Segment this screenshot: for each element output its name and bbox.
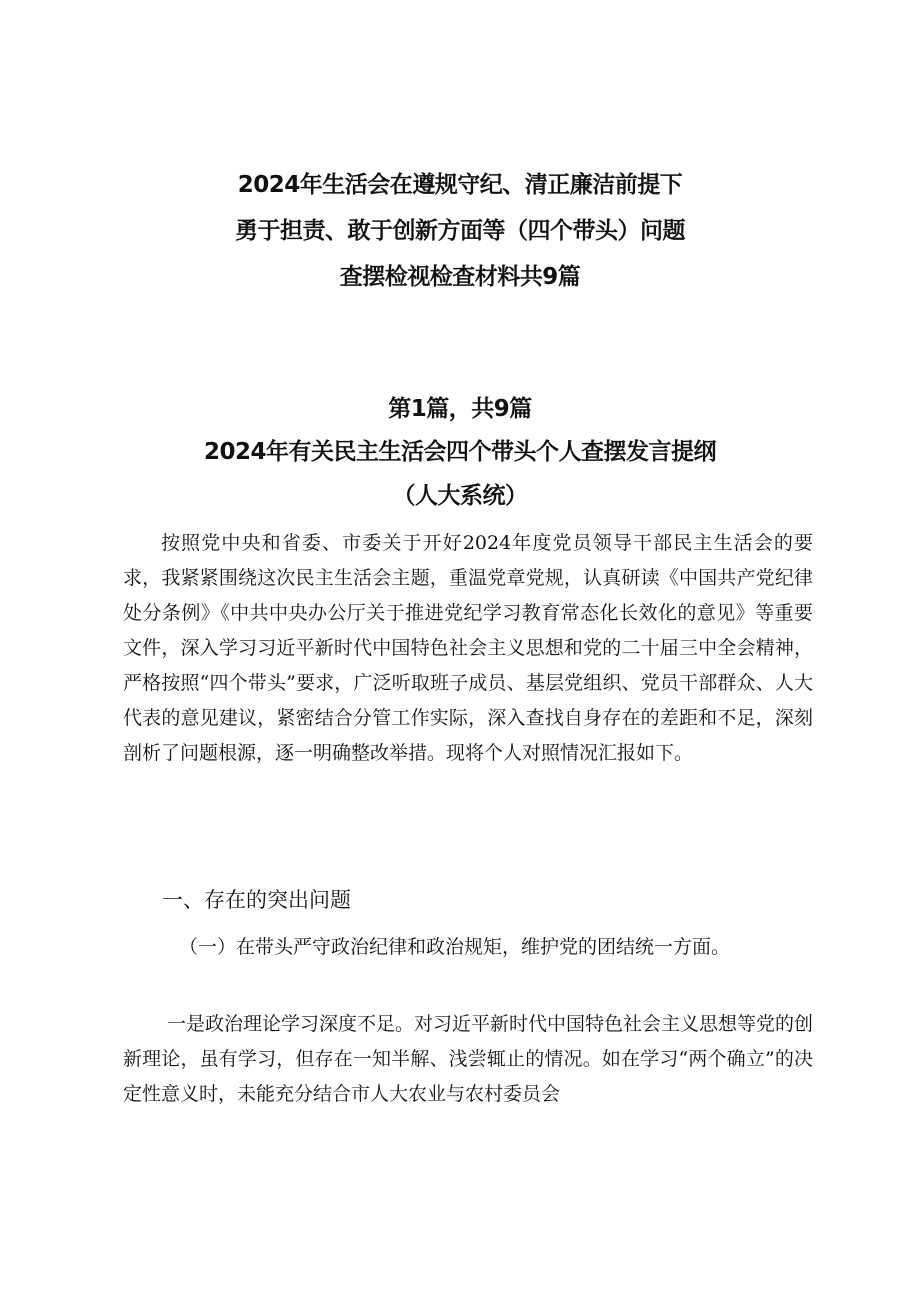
document-title-line-1: 2024年生活会在遵规守纪、清正廉洁前提下 xyxy=(237,172,683,198)
subheading-political-discipline: （一）在带头严守政治纪律和政治规矩，维护党的团结统一方面。 xyxy=(179,936,731,958)
point-one-paragraph: 一是政治理论学习深度不足。对习近平新时代中国特色社会主义思想等党的创新理论，虽有学习，但存在一知半解、浅尝辄止的情况。如在学习“两个确立”的决定性意义时，未能充分结合市人大农业与农村委员会 xyxy=(123,1013,814,1105)
document-title-line-2: 勇于担责、敢于创新方面等（四个带头）问题 xyxy=(235,218,685,244)
section-system-label: （人大系统） xyxy=(392,483,528,509)
intro-paragraph: 按照党中央和省委、市委关于开好2024年度党员领导干部民主生活会的要求，我紧紧围绕这次民主生活会主题，重温党章党规，认真研读《中国共产党纪律处分条例》《中共中央办公厅关于推进党纪学习教育常态化长效化的意见》等重要文件，深入学习习近平新时代中国特色社会主义思想和党的二十届三中全会精神，严格按照“四个带头”要求，广泛听取班子成员、基层党组织、党员干部群众、人大代表的意见建议，紧密结合分管工作实际，深入查找自身存在的差距和不足，深刻剖析了问题根源，逐一明确整改举措。现将个人对照情况汇报如下。 xyxy=(123,532,813,764)
document-title-line-3: 查摆检视检查材料共9篇 xyxy=(339,264,581,290)
part-label: 第1篇，共9篇 xyxy=(388,396,532,422)
heading-existing-problems: 一、存在的突出问题 xyxy=(162,888,351,912)
section-subtitle: 2024年有关民主生活会四个带头个人查摆发言提纲 xyxy=(203,439,716,465)
